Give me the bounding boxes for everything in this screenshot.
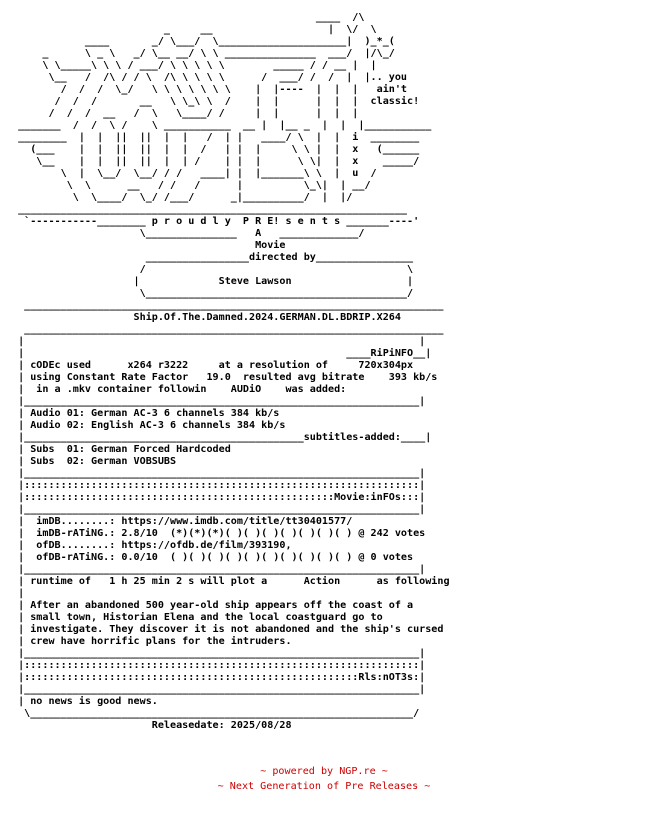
- footer-tagline: ~ Next Generation of Pre Releases ~: [217, 781, 431, 792]
- footer: [0, 764, 648, 794]
- footer-powered-by: ~ powered by NGP.re ~: [260, 766, 388, 777]
- nfo-text: ____ /\ _ __ | \/ \ ____ _/ \___/ \_____________________| )_*_( _ \ _ \ _/ \__ __/ \ \ _______________ ___/ |/\_/ \ \_____\ \ \ / ___/ \ \ \ \ \ _____ / / __ | | \__ / /\ / / \ /\ \ \ \ \ / ___/ / / | |.. you / / / \_/ \ \ \ \ \ \ \ | |---- | | | ain't / / / __ \ \_\ \ / | | | | | classic! / / / __ / \ \____/ / | | | | | _______ / / \ / \ ___________ __ | |__ _ | | |___________ ________ | | || || | | / | | ____/ \ | | i ________ (___ | | || || | | / | | | \ \ | | x (______ \__ | | || || | | / | | | \ \| | x _____/ \ | \__/ \__/ / / ____| | |_______\ \ | u / \ \ __ / / / | \_\| | __/ \ \____/ \_/ /___/ _|__________/ | |/ ________________________________________________________________ `-----------________ p r o u d l y P R E! s e n t s _______----' \_______________ A _____________/ Movie _________________directed by________________ / \ | Steve Lawson | \___________________________________________/ _____________________________________________________________________ Ship.Of.The.Damned.2024.GERMAN.DL.BDRIP.X264 _____________________________________________________________________ | | | ____RiPiNFO__| | cODEc used x264 r3222 at a resolution of 720x304px | using Constant Rate Factor 19.0 resulted avg bitrate 393 kb/s | in a .mkv container followin AUDiO was added: |_________________________________________________________________| | Audio 01: German AC-3 6 channels 384 kb/s | Audio 02: English AC-3 6 channels 384 kb/s |______________________________________________subtitles-added:____| | Subs 01: German Forced Hardcoded | Subs 02: German VOBSUBS |_________________________________________________________________| |:::::::::::::::::::::::::::::::::::::::::::::::::::::::::::::::::| |:::::::::::::::::::::::::::::::::::::::::::::::::::Movie:inFOs:::| |_________________________________________________________________| | imDB........: https://www.imdb.com/title/tt30401577/ | imDB-rATiNG.: 2.8/10 (*)(*)(*)( )( )( )( )( )( )( ) @ 242 votes | ofDB........: https://ofdb.de/film/393190, | ofDB-rATiNG.: 0.0/10 ( )( )( )( )( )( )( )( )( )( ) @ 0 votes |_________________________________________________________________| | runtime of 1 h 25 min 2 s will plot a Action as following | | After an abandoned 500 year-old ship appears off the coast of a | small town, Historian Elena and the local coastguard go to | investigate. They discover it is not abandoned and the ship's cursed | crew have horrific plans for the intruders. |_________________________________________________________________| |:::::::::::::::::::::::::::::::::::::::::::::::::::::::::::::::::| |:::::::::::::::::::::::::::::::::::::::::::::::::::::::Rls:nOT3s:| |_________________________________________________________________| | no news is good news. \_______________________________________________________________/ Releasedate: 2025/08/28: [18, 12, 450, 731]
